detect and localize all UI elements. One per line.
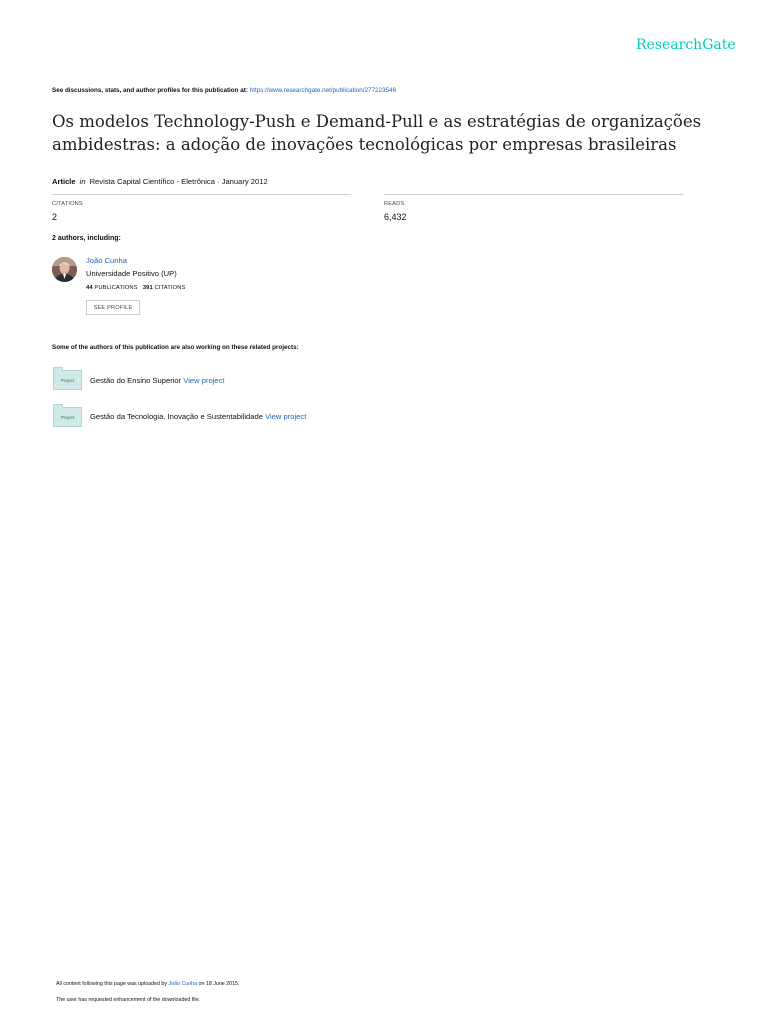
citations-label: CITATIONS [52,201,83,207]
project-name: Gestão do Ensino Superior [90,376,184,385]
journal-date: Revista Capital Científico - Eletrônica · January 2012 [89,177,268,186]
publication-type: Article [52,177,76,186]
researchgate-logo[interactable]: ResearchGate [636,37,736,53]
view-project-link[interactable]: View project [265,412,307,421]
divider-citations [52,194,351,195]
in-word: in [79,177,86,186]
divider-reads [384,194,683,195]
discussion-line [52,87,396,94]
author-publications-count: 44 [86,285,93,291]
author-citations-label: CITATIONS [154,285,186,291]
project-folder-icon: Project [53,407,82,427]
enhancement-note: The user has requested enhancement of the downloaded file. [56,997,200,1003]
upload-note [56,981,239,987]
publication-meta [52,177,268,186]
discussion-prefix: See discussions, stats, and author profiles for this publication at: [52,87,250,94]
author-avatar[interactable] [52,257,77,282]
avatar-image [52,257,77,282]
publication-title: Os modelos Technology-Push e Demand-Pull e as estratégias de organizações ambidestras: a adoção de inovações tecnológicas por empresas brasileiras [52,112,702,154]
author-publications-label: PUBLICATIONS [94,285,138,291]
author-institution: Universidade Positivo (UP) [86,269,177,278]
citations-value: 2 [52,212,58,222]
project-name: Gestão da Tecnologia, Inovação e Sustentabilidade [90,412,266,421]
upload-prefix: All content following this page was uploaded by [56,981,169,987]
author-citations-count: 391 [142,285,153,291]
reads-label: READS [384,201,405,207]
author-stats [86,285,185,291]
project-item [90,412,306,421]
view-project-link[interactable]: View project [183,376,225,385]
reads-value: 6,432 [384,212,407,222]
author-name-link[interactable]: João Cunha [86,256,127,265]
projects-heading: Some of the authors of this publication are also working on these related projects: [52,344,299,351]
upload-suffix: on 18 June 2015. [197,981,240,987]
project-folder-icon: Project [53,370,82,390]
authors-heading: 2 authors, including: [52,235,121,242]
project-item [90,376,225,385]
uploader-link[interactable]: João Cunha [168,981,198,987]
publication-url-link[interactable]: https://www.researchgate.net/publication/277223546 [249,87,397,94]
see-profile-button[interactable]: SEE PROFILE [86,300,140,315]
